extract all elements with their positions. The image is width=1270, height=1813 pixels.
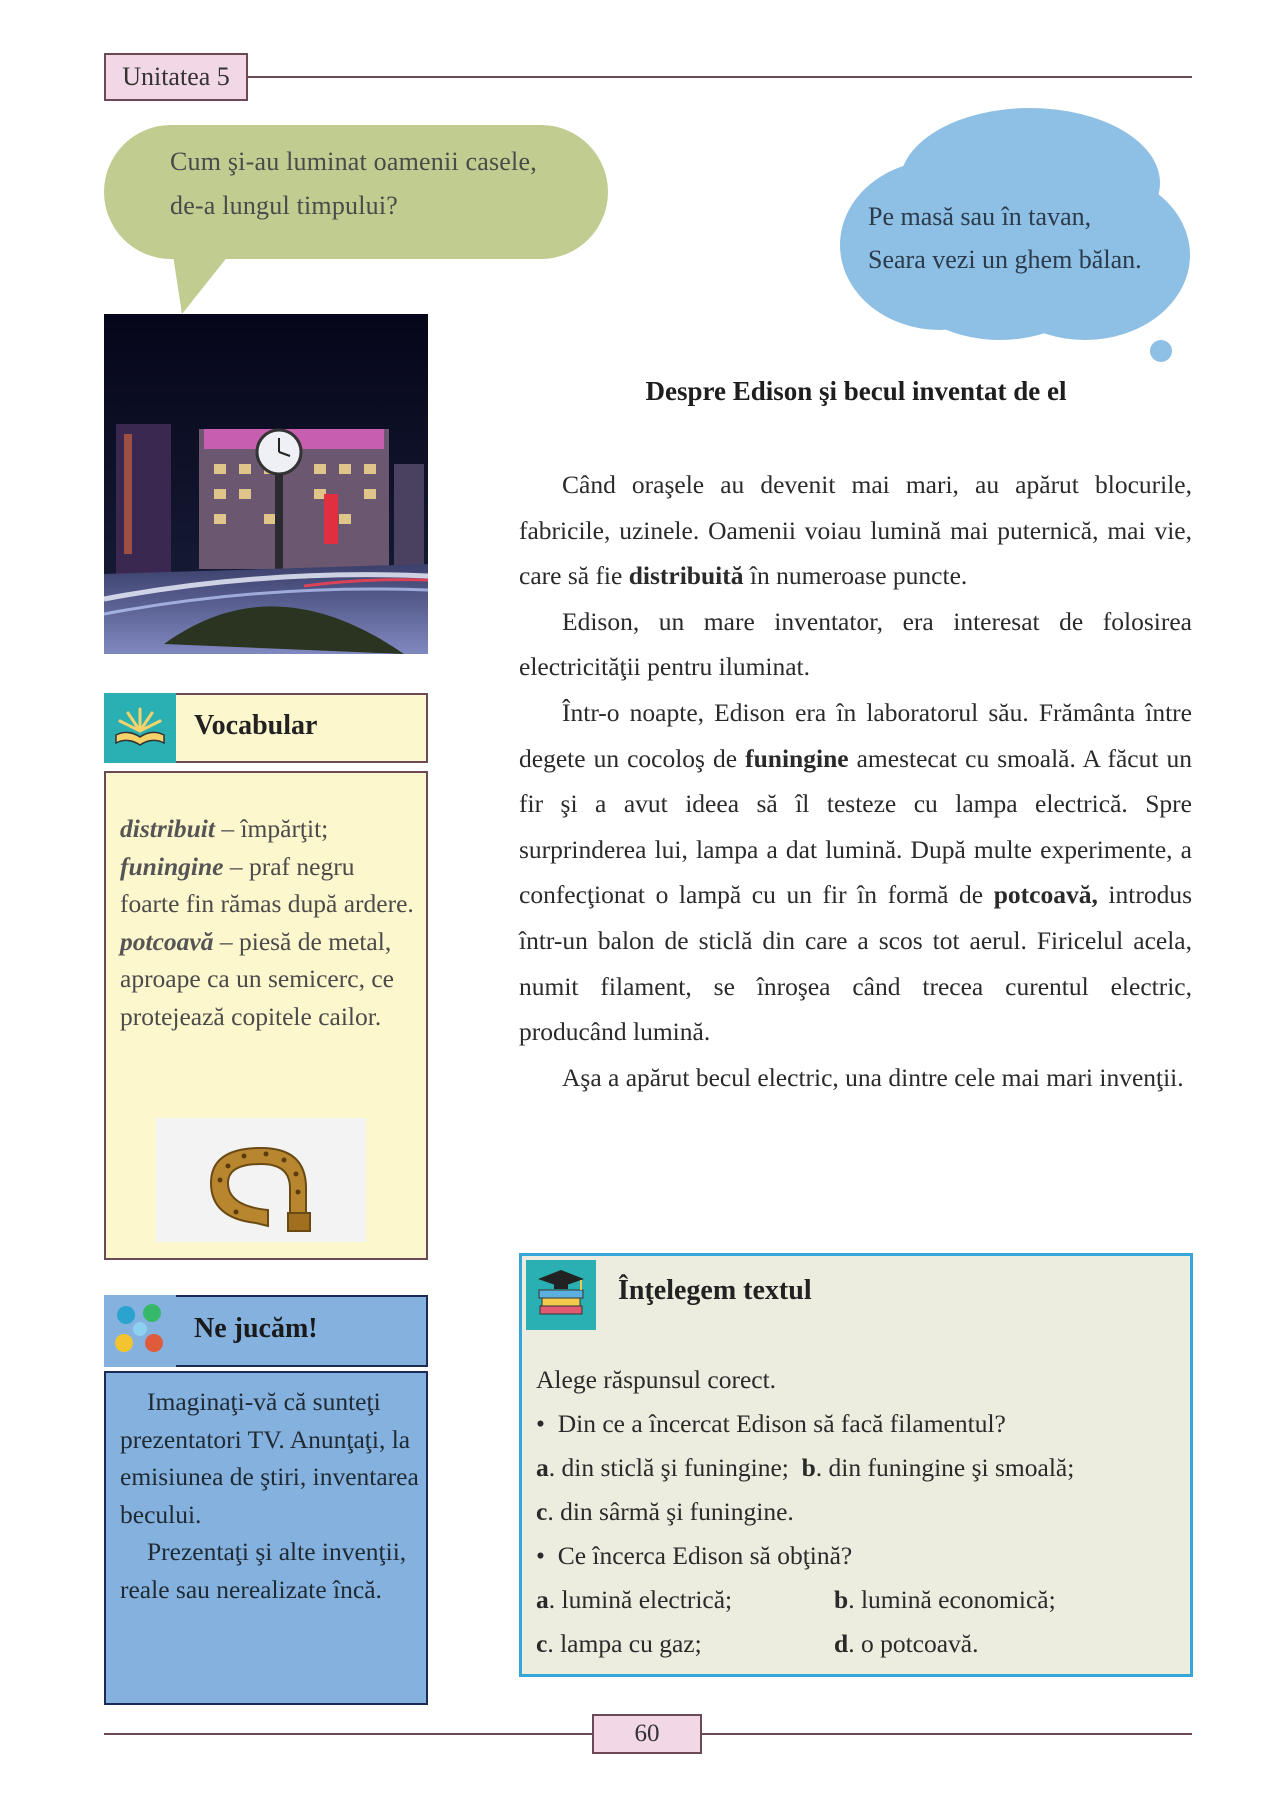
q2-option-d[interactable]: d. o potcoavă. (834, 1629, 979, 1658)
q2-option-a[interactable]: a. lumină electrică; (536, 1585, 733, 1614)
q1-option-c[interactable]: c. din sârmă şi funingine. (536, 1497, 794, 1526)
cloud-dot (1150, 340, 1172, 362)
riddle-text (868, 195, 1188, 281)
horseshoe-image (156, 1118, 366, 1242)
unit-label: Unitatea 5 (104, 53, 248, 101)
bullet: • (536, 1409, 558, 1438)
open-book-icon (104, 693, 176, 763)
q1-option-a[interactable]: a. din sticlă şi funingine; (536, 1453, 789, 1482)
q2-option-c[interactable]: c. lampa cu gaz; (536, 1629, 702, 1658)
comprehension-title: Înţelegem textul (618, 1275, 812, 1306)
definition-potcoava: potcoavă – piesă de metal, aproape ca un semicerc, ce protejează copitele cailor. (120, 926, 394, 1031)
term-distribuita: distribuită (628, 561, 744, 591)
article-body (519, 462, 1192, 1100)
definition-funingine: funingine – praf negru foarte fin rămas după ardere. (120, 851, 414, 918)
riddle-line-2: Seara vezi un ghem bălan. (868, 245, 1142, 274)
q2-option-b[interactable]: b. lumină economică; (834, 1585, 1056, 1614)
comprehension-questions (536, 1358, 1176, 1666)
instruction: Alege răspunsul corect. (536, 1365, 777, 1394)
article-title: Despre Edison şi becul inventat de el (645, 376, 1067, 406)
paragraph-4: Aşa a apărut becul electric, una dintre cele mai mari invenţii. (562, 1062, 1184, 1092)
paragraph-3: Într-o noapte, Edison era în laboratorul său. Frământa între degete un cocoloş de funingine amestecat cu smoală. A făcut un fir şi a avut ideea să îl testeze cu lampa electrică. Spre surprinderea lui, lampa a dat lumină. După multe experimente, a confecţionat o lampă cu un fir în formă de potcoavă, introdus într-un balon de sticlă din care a scos tot aerul. Firicelul acela, numit filament, se înroşea când trecea curentul electric, producând lumină. (519, 697, 1192, 1047)
hands-icon (104, 1295, 176, 1367)
bullet: • (536, 1541, 558, 1570)
graduation-cap-icon (526, 1260, 596, 1330)
game-paragraph-2: Prezentaţi şi alte invenţii, reale sau nerealizate încă. (120, 1537, 407, 1604)
q2-options-row-1 (536, 1578, 1176, 1622)
speech-line-1: Cum şi-au luminat oamenii casele, (170, 147, 537, 176)
question-1: • Din ce a încercat Edison să facă filamentul? (536, 1409, 1006, 1438)
q2-options-row-2 (536, 1622, 1176, 1666)
riddle-line-1: Pe masă sau în tavan, (868, 202, 1092, 231)
term-potcoava: potcoavă, (993, 880, 1098, 910)
vocabulary-definitions (120, 810, 420, 1035)
q1-option-b[interactable]: b. din funingine şi smoală; (801, 1453, 1075, 1482)
speech-line-2: de-a lungul timpului? (170, 191, 399, 220)
header-rule (248, 76, 1192, 78)
question-2: • Ce încerca Edison să obţină? (536, 1541, 853, 1570)
game-paragraph-1: Imaginaţi-vă că sunteţi prezentatori TV. Anunţaţi, la emisiunea de ştiri, inventarea becului. (120, 1387, 419, 1529)
speech-bubble-text (170, 140, 590, 228)
q1-options-row-1 (536, 1446, 1176, 1490)
paragraph-2: Edison, un mare inventator, era interesat de folosirea electricităţii pentru iluminat. (519, 606, 1192, 682)
game-instructions (120, 1383, 420, 1609)
term-funingine: funingine (745, 743, 849, 773)
speech-bubble-tail (170, 236, 244, 314)
city-night-photo (104, 314, 428, 654)
game-title: Ne jucăm! (194, 1313, 318, 1344)
vocabulary-title: Vocabular (194, 710, 318, 741)
definition-distribuit: distribuit – împărţit; (120, 814, 329, 843)
paragraph-1: Când oraşele au devenit mai mari, au apărut blocurile, fabricile, uzinele. Oamenii voiau lumină mai puternică, mai vie, care să fie distribuită în numeroase puncte. (519, 470, 1192, 591)
page-number: 60 (592, 1714, 702, 1754)
